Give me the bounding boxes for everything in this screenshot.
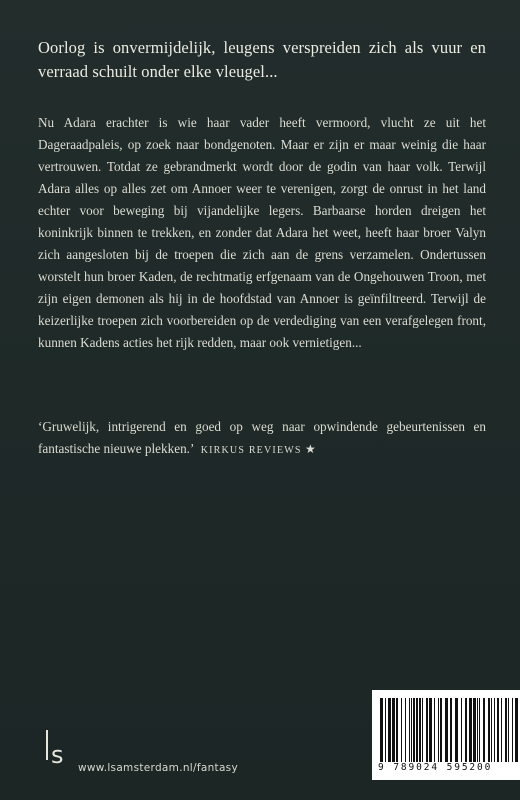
- blurb: [38, 112, 486, 354]
- review-quote-text: ‘Gruwelijk, intrigerend en goed op weg naar opwindende gebeurtenissen en fantastische nieuwe plekken.’: [38, 419, 486, 456]
- barcode-digits: 9 789024 595200: [378, 762, 493, 773]
- publisher-logo: [40, 730, 80, 780]
- blurb-text: Nu Adara erachter is wie haar vader heeft vermoord, vlucht ze uit het Dageraadpaleis, op zoek naar bondgenoten. Maar er zijn er maar weinig die haar vertrouwen. Totdat ze gebrandmerkt wordt door de godin van haar volk. Terwijl Adara alles op alles zet om Annoer weer te verenigen, zorgt de onrust in het land echter voor beweging bij vijandelijke legers. Barbaarse horden dreigen het koninkrijk binnen te trekken, en zonder dat Adara het weet, heeft haar broer Valyn zich aangesloten bij de troepen die zich aan de grens verzamelen. Ondertussen worstelt hun broer Kaden, de rechtmatig erfgenaam van de Ongehouwen Troon, met zijn eigen demonen als hij in de hoofdstad van Annoer is geïnfiltreerd. Terwijl de keizerlijke troepen zich voorbereiden op de verdediging van een verafgelegen front, kunnen Kadens acties het rijk redden, maar ook vernietigen...: [38, 115, 486, 350]
- review-source: KIRKUS REVIEWS: [200, 445, 302, 456]
- review-quote: [38, 416, 486, 462]
- logo-letter: s: [51, 741, 64, 769]
- logo-bar: [46, 730, 48, 760]
- star-icon: ★: [304, 442, 316, 456]
- barcode: [372, 690, 520, 780]
- publisher-url: www.lsamsterdam.nl/fantasy: [78, 762, 238, 774]
- barcode-bars: [380, 698, 520, 762]
- tagline: Oorlog is onvermijdelijk, leugens verspreiden zich als vuur en verraad schuilt onder elke vleugel...: [38, 38, 486, 81]
